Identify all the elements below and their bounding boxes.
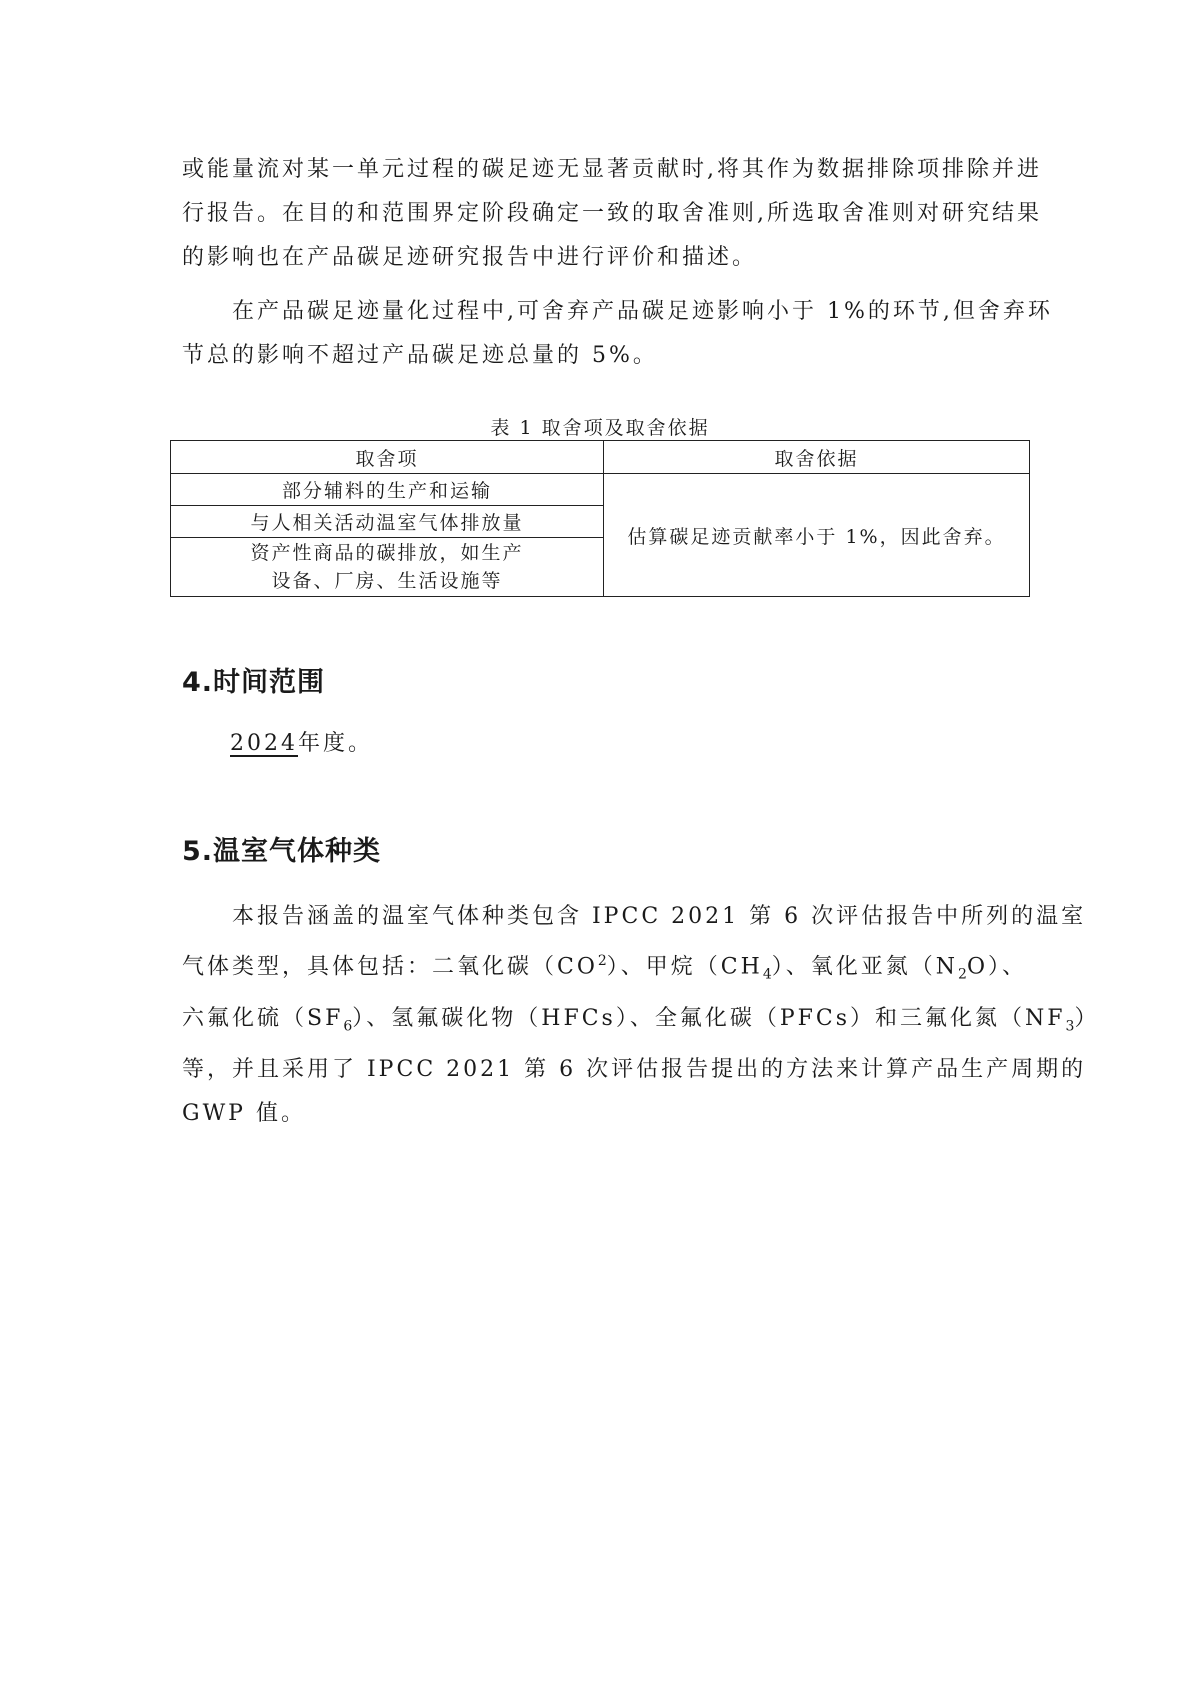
intro-line-1: 或能量流对某一单元过程的碳足迹无显著贡献时,将其作为数据排除项排除并进: [182, 157, 1042, 182]
intro-paragraph: [182, 148, 1042, 280]
ghg-line-3: [182, 997, 1100, 1048]
ghg-line-1: 本报告涵盖的温室气体种类包含 IPCC 2021 第 6 次评估报告中所列的温室: [232, 904, 1087, 929]
sf6-sub: 6: [343, 1018, 353, 1035]
cutoff-item-3: [171, 538, 604, 597]
cutoff-line-2: 节总的影响不超过产品碳足迹总量的 5%。: [182, 343, 658, 368]
ghg-line-3-c: ）: [1074, 1005, 1100, 1031]
ghg-line-2-b: ）、甲烷（CH: [606, 954, 763, 980]
ghg-line-4: 等，并且采用了 IPCC 2021 第 6 次评估报告提出的方法来计算产品生产周期的: [182, 1057, 1087, 1083]
table-caption: 表 1 取舍项及取舍依据: [490, 417, 710, 439]
intro-line-3: 的影响也在产品碳足迹研究报告中进行评价和描述。: [182, 245, 758, 270]
table-row: [171, 474, 1030, 506]
ghg-line-2: [182, 939, 1027, 997]
ghg-paragraph: [182, 895, 1100, 1136]
section-4-heading: 4.时间范围: [182, 667, 326, 698]
header-cutoff-item: 取舍项: [171, 441, 604, 474]
time-range-text: [230, 726, 373, 757]
cutoff-table: [170, 440, 1030, 597]
ghg-line-5: GWP 值。: [182, 1101, 306, 1127]
ghg-line-2-a: 气体类型，具体包括：二氧化碳（CO: [182, 954, 598, 980]
intro-line-2: 行报告。在目的和范围界定阶段确定一致的取舍准则,所选取舍准则对研究结果: [182, 201, 1042, 226]
cutoff-item-2: 与人相关活动温室气体排放量: [171, 506, 604, 538]
nf3-sub: 3: [1065, 1018, 1075, 1035]
table-header-row: [171, 441, 1030, 474]
ghg-line-3-a: 六氟化硫（SF: [182, 1005, 344, 1031]
n2o-sub: 2: [958, 966, 967, 983]
cutoff-item-3-line-2: 设备、厂房、生活设施等: [271, 570, 503, 592]
cutoff-line-1: 在产品碳足迹量化过程中,可舍弃产品碳足迹影响小于 1%的环节,但舍弃环: [232, 299, 1053, 324]
cutoff-item-1: 部分辅料的生产和运输: [171, 474, 604, 506]
ghg-line-2-c: ）、氧化亚氮（N: [771, 954, 959, 980]
ch4-sub: 4: [762, 966, 772, 983]
section-5-heading: 5.温室气体种类: [182, 836, 382, 867]
cutoff-item-3-line-1: 资产性商品的碳排放，如生产: [250, 542, 524, 564]
cutoff-basis-cell: 估算碳足迹贡献率小于 1%，因此舍弃。: [604, 474, 1030, 597]
ghg-line-3-b: ）、氢氟碳化物（HFCs）、全氟化碳（PFCs）和三氟化氮（NF: [352, 1005, 1066, 1031]
ghg-line-2-d: O）、: [966, 954, 1027, 980]
cutoff-paragraph: [182, 290, 1053, 378]
header-cutoff-basis: 取舍依据: [604, 441, 1030, 474]
year-value: 2024: [230, 731, 298, 756]
co2-sup: 2: [597, 953, 607, 969]
year-suffix: 年度。: [298, 731, 374, 756]
